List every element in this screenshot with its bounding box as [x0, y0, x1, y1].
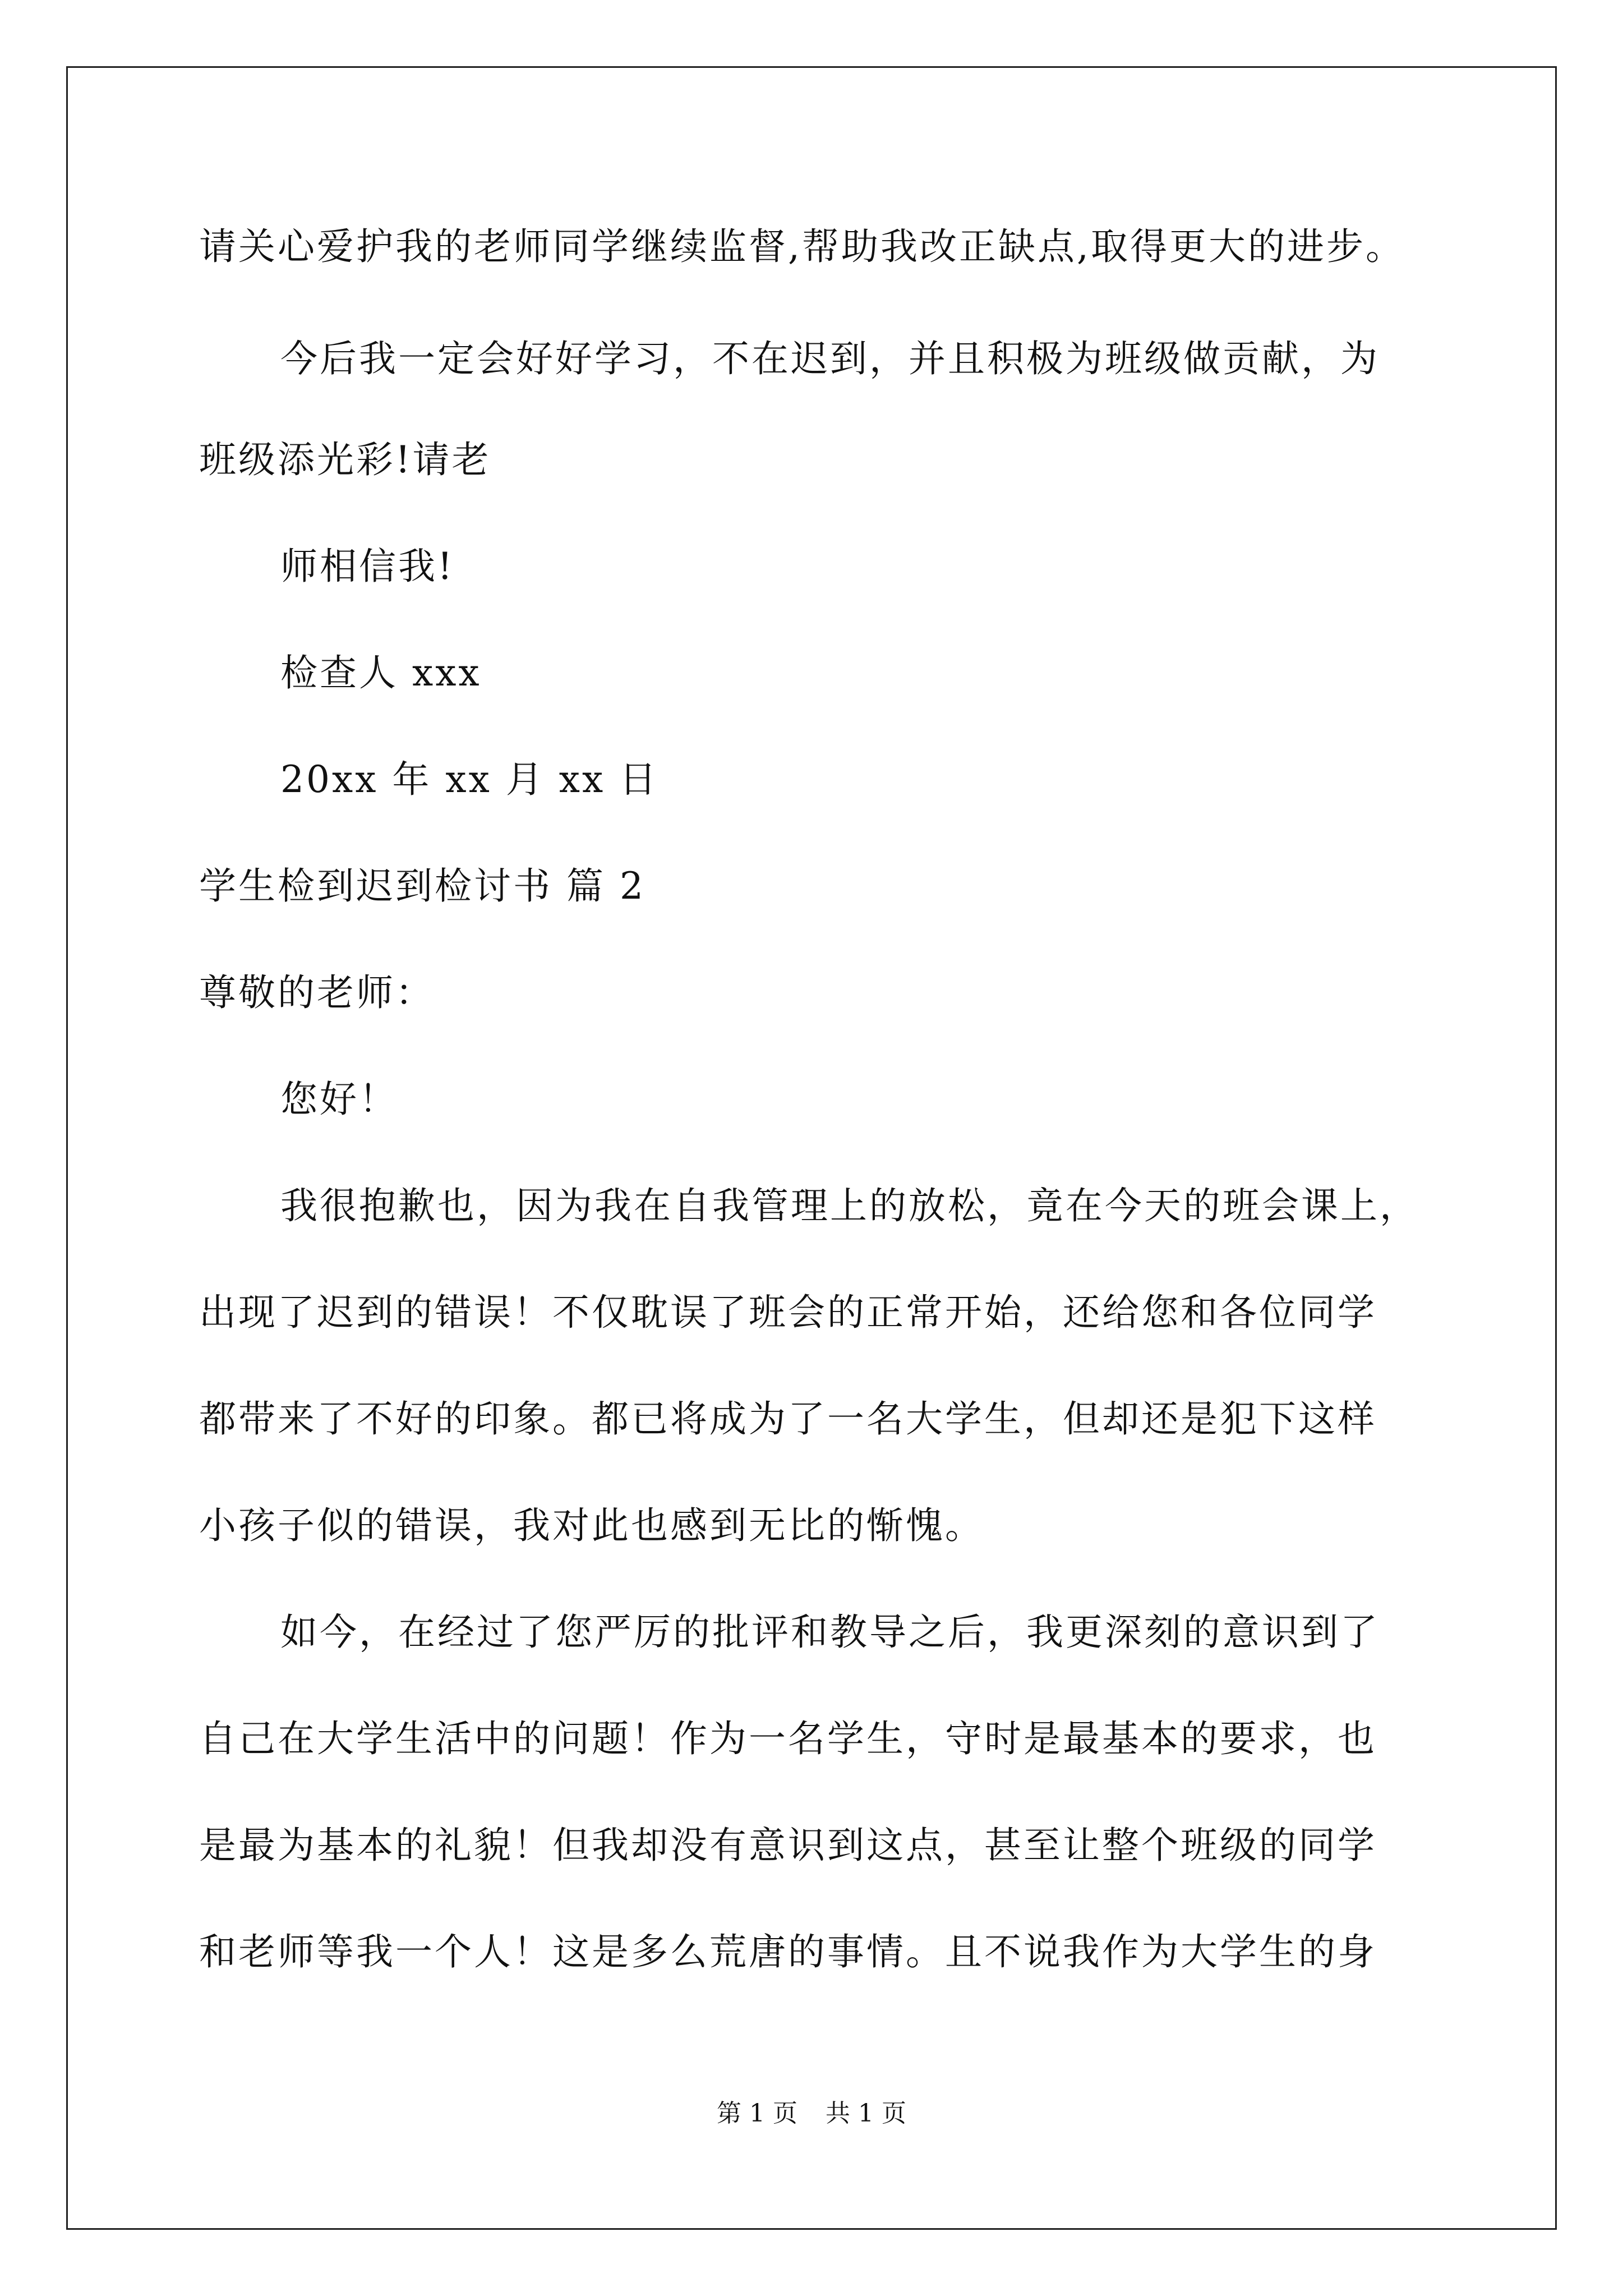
text-line: 今后我一定会好好学习，不在迟到，并且积极为班级做贡献，为 — [280, 337, 1380, 380]
text-line: 小孩子似的错误，我对此也感到无比的惭愧。 — [199, 1504, 984, 1547]
text-line: 都带来了不好的印象。都已将成为了一名大学生，但却还是犯下这样 — [199, 1397, 1377, 1441]
text-line: 如今，在经过了您严厉的批评和教导之后，我更深刻的意识到了 — [280, 1611, 1380, 1654]
text-line: 出现了迟到的错误！不仅耽误了班会的正常开始，还给您和各位同学 — [199, 1291, 1377, 1334]
text-line: 学生检到迟到检讨书 篇 2 — [199, 864, 645, 908]
page-total: 共 1 页 — [826, 2099, 906, 2128]
text-line: 自己在大学生活中的问题！作为一名学生，守时是最基本的要求，也 — [199, 1717, 1377, 1760]
text-line: 和老师等我一个人！这是多么荒唐的事情。且不说我作为大学生的身 — [199, 1930, 1377, 1973]
text-line: 是最为基本的礼貌！但我却没有意识到这点，甚至让整个班级的同学 — [199, 1824, 1377, 1867]
text-line: 师相信我! — [280, 545, 455, 588]
text-line: 我很抱歉也，因为我在自我管理上的放松，竟在今天的班会课上， — [280, 1184, 1419, 1227]
text-line: 检查人 xxx — [280, 651, 482, 694]
page-footer — [0, 2098, 1623, 2129]
text-line: 请关心爱护我的老师同学继续监督,帮助我改正缺点,取得更大的进步。 — [199, 225, 1405, 268]
text-line: 您好！ — [280, 1078, 398, 1121]
page-number: 第 1 页 — [717, 2099, 797, 2128]
text-line: 尊敬的老师： — [199, 971, 435, 1014]
text-line: 班级添光彩!请老 — [199, 438, 491, 481]
page-border — [66, 66, 1557, 2230]
text-line: 20xx 年 xx 月 xx 日 — [280, 758, 659, 801]
